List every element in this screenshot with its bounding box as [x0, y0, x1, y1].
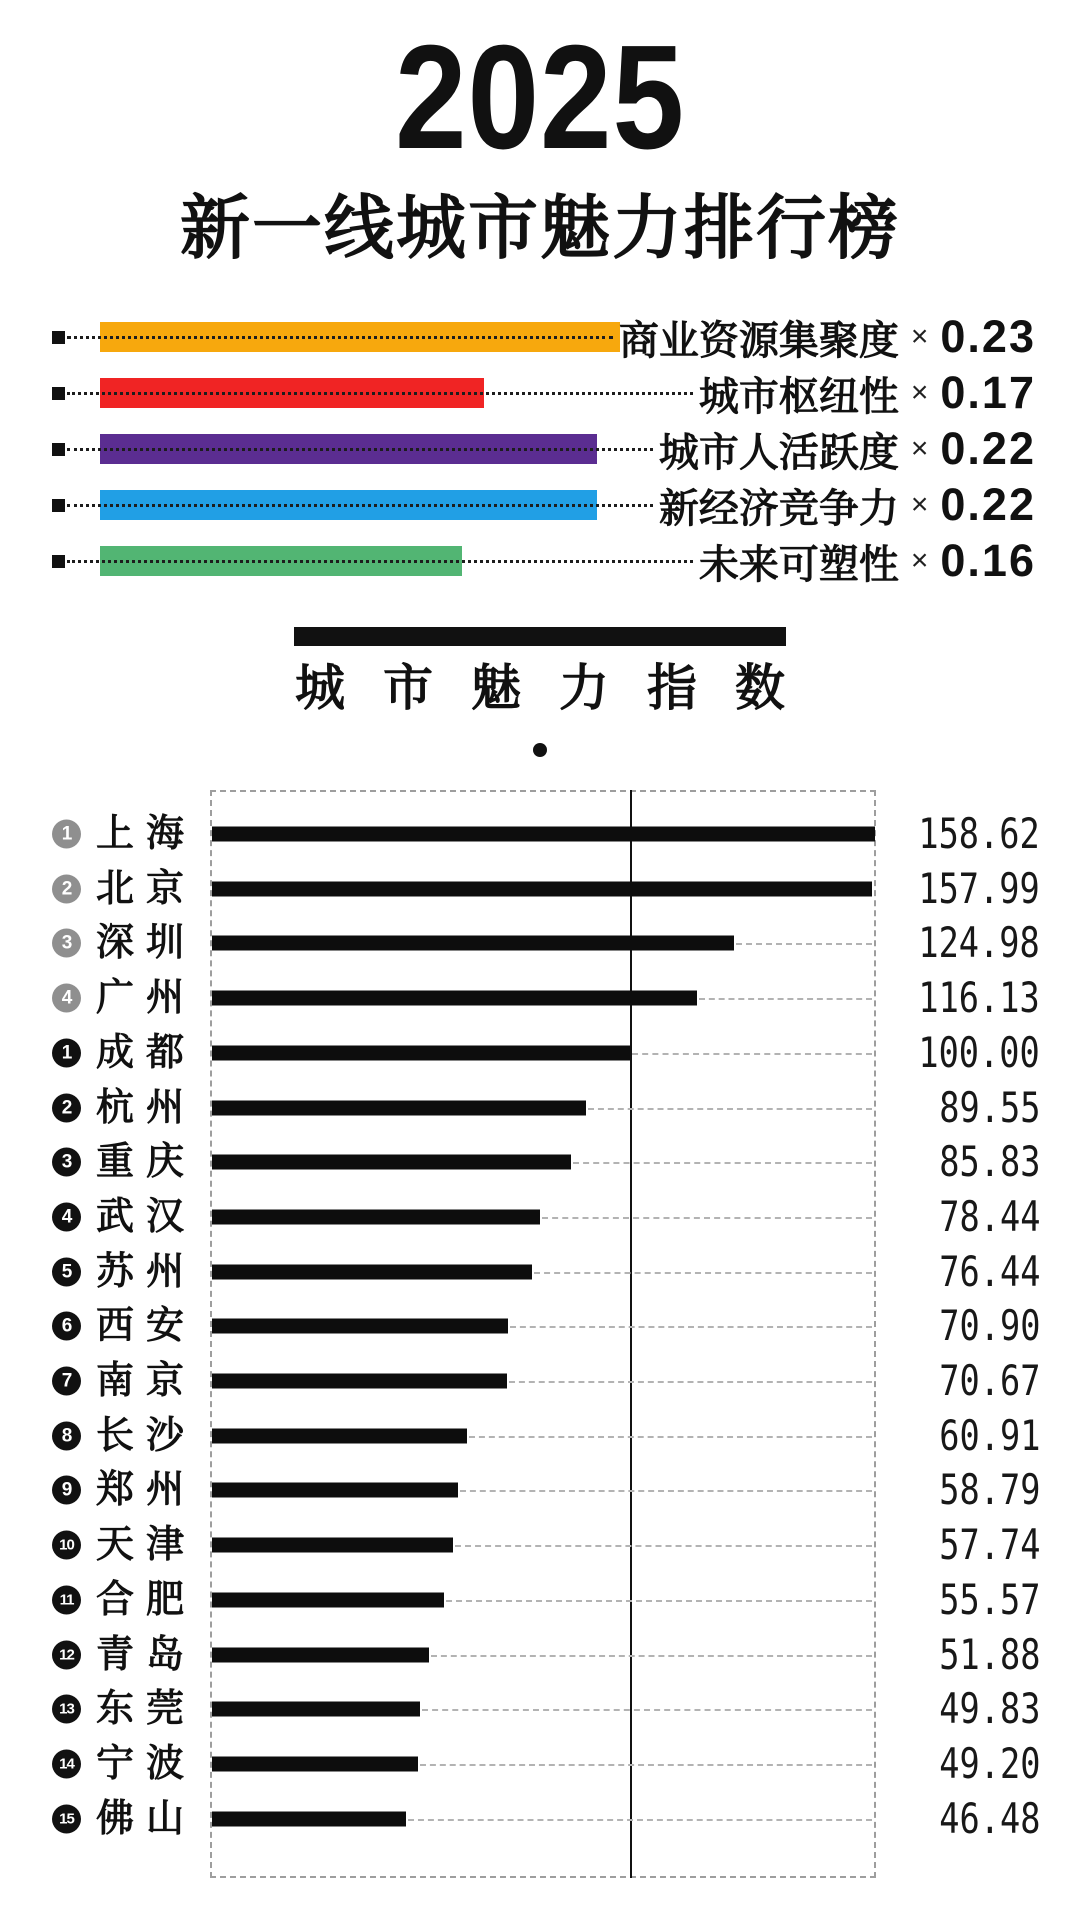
- legend-weight-value: 0.16: [940, 535, 1036, 586]
- value-bar: [212, 1046, 630, 1061]
- city-label: 宁波: [96, 1743, 197, 1785]
- page-subtitle: 新一线城市魅力排行榜: [180, 189, 900, 267]
- leader-line: [509, 1381, 872, 1383]
- legend-label: [699, 533, 1036, 590]
- legend-metric-name: 城市人活跃度: [658, 430, 899, 475]
- value-label: 49.20: [938, 1739, 1040, 1788]
- chart-row: [0, 1245, 1080, 1299]
- value-label: 60.91: [938, 1411, 1040, 1460]
- legend-label: [659, 421, 1036, 478]
- legend-row: [52, 365, 1036, 421]
- city-label: 杭州: [96, 1087, 197, 1129]
- city-label: 南京: [96, 1360, 197, 1402]
- city-label: 重庆: [96, 1141, 197, 1183]
- chart-row: [0, 1737, 1080, 1791]
- city-label: 西安: [96, 1305, 197, 1347]
- chart-row: [0, 1135, 1080, 1189]
- legend-marker-square: [52, 331, 65, 344]
- value-label: 51.88: [938, 1630, 1040, 1679]
- city-label: 合肥: [96, 1579, 197, 1621]
- city-label: 北京: [96, 868, 197, 910]
- chart-row: [0, 1518, 1080, 1572]
- rank-badge: 7: [52, 1367, 81, 1396]
- chart-row: [0, 1628, 1080, 1682]
- leader-line: [736, 943, 872, 945]
- legend-label: [699, 365, 1036, 422]
- value-label: 76.44: [938, 1247, 1040, 1296]
- value-bar: [212, 1319, 508, 1334]
- rank-badge: 3: [52, 929, 81, 958]
- value-label: 157.99: [918, 864, 1040, 913]
- section-divider: [294, 627, 786, 646]
- chart-row: [0, 971, 1080, 1025]
- rank-badge: 5: [52, 1258, 81, 1287]
- value-bar: [212, 1265, 532, 1280]
- leader-line: [534, 1272, 872, 1274]
- city-label: 武汉: [96, 1196, 197, 1238]
- value-bar: [212, 1374, 507, 1389]
- multiply-sign: ×: [910, 544, 929, 577]
- legend-metric-name: 未来可塑性: [698, 542, 899, 587]
- value-bar: [212, 991, 697, 1006]
- rank-badge: 11: [52, 1586, 81, 1615]
- legend-weight-value: 0.22: [940, 423, 1036, 474]
- chart-row: [0, 1299, 1080, 1353]
- city-label: 东莞: [96, 1688, 197, 1730]
- legend-row: [52, 533, 1036, 589]
- city-label: 上海: [96, 813, 197, 855]
- chart-row: [0, 1792, 1080, 1846]
- legend-weight-value: 0.22: [940, 479, 1036, 530]
- leader-line: [420, 1764, 872, 1766]
- value-label: 46.48: [938, 1794, 1040, 1843]
- value-label: 78.44: [938, 1192, 1040, 1241]
- leader-line: [455, 1545, 872, 1547]
- value-bar: [212, 1483, 458, 1498]
- legend-row: [52, 477, 1036, 533]
- leader-line: [573, 1162, 872, 1164]
- value-bar: [212, 882, 872, 897]
- multiply-sign: ×: [910, 320, 929, 353]
- leader-line: [632, 1053, 872, 1055]
- legend-row: [52, 421, 1036, 477]
- legend-leader-line: [67, 336, 613, 339]
- rank-badge: 14: [52, 1750, 81, 1779]
- value-label: 49.83: [938, 1684, 1040, 1733]
- value-label: 55.57: [938, 1575, 1040, 1624]
- chart-row: [0, 1463, 1080, 1517]
- rank-badge: 9: [52, 1476, 81, 1505]
- value-bar: [212, 1648, 429, 1663]
- chart-row: [0, 1081, 1080, 1135]
- weights-legend: [52, 309, 1036, 589]
- multiply-sign: ×: [910, 488, 929, 521]
- city-label: 成都: [96, 1032, 197, 1074]
- legend-marker-square: [52, 499, 65, 512]
- legend-metric-name: 新经济竞争力: [658, 486, 899, 531]
- chart-row: [0, 1354, 1080, 1408]
- chart-row: [0, 862, 1080, 916]
- multiply-sign: ×: [910, 432, 929, 465]
- value-label: 116.13: [918, 973, 1040, 1022]
- value-bar: [212, 936, 734, 951]
- rank-badge: 6: [52, 1312, 81, 1341]
- chart-row: [0, 1682, 1080, 1736]
- value-bar: [212, 1210, 540, 1225]
- legend-marker-square: [52, 555, 65, 568]
- leader-line: [510, 1326, 872, 1328]
- chart-row: [0, 916, 1080, 970]
- rank-badge: 1: [52, 820, 81, 849]
- chart-row: [0, 1409, 1080, 1463]
- rank-badge: 3: [52, 1148, 81, 1177]
- multiply-sign: ×: [910, 376, 929, 409]
- legend-row: [52, 309, 1036, 365]
- legend-leader-line: [67, 448, 653, 451]
- value-bar: [212, 1757, 418, 1772]
- legend-leader-line: [67, 504, 653, 507]
- value-label: 89.55: [938, 1083, 1040, 1132]
- value-bar: [212, 827, 875, 842]
- value-bar: [212, 1538, 453, 1553]
- legend-label: [619, 309, 1036, 366]
- chart-row: [0, 1573, 1080, 1627]
- legend-marker-square: [52, 443, 65, 456]
- rank-badge: 4: [52, 1203, 81, 1232]
- legend-leader-line: [67, 560, 693, 563]
- leader-line: [431, 1655, 872, 1657]
- section-dot-ornament: [533, 743, 547, 757]
- value-label: 124.98: [918, 918, 1040, 967]
- page-title: 2025: [395, 15, 685, 180]
- city-label: 长沙: [96, 1415, 197, 1457]
- leader-line: [460, 1490, 872, 1492]
- value-label: 70.90: [938, 1301, 1040, 1350]
- leader-line: [408, 1819, 872, 1821]
- chart-row: [0, 807, 1080, 861]
- legend-leader-line: [67, 392, 693, 395]
- leader-line: [542, 1217, 872, 1219]
- chart-row: [0, 1190, 1080, 1244]
- chart-row: [0, 1026, 1080, 1080]
- city-label: 苏州: [96, 1251, 197, 1293]
- rank-badge: 8: [52, 1422, 81, 1451]
- rank-badge: 12: [52, 1641, 81, 1670]
- value-label: 57.74: [938, 1520, 1040, 1569]
- rank-badge: 1: [52, 1039, 81, 1068]
- leader-line: [446, 1600, 872, 1602]
- value-label: 158.62: [918, 809, 1040, 858]
- leader-line: [699, 998, 872, 1000]
- legend-marker-square: [52, 387, 65, 400]
- value-label: 85.83: [938, 1137, 1040, 1186]
- city-label: 郑州: [96, 1469, 197, 1511]
- city-label: 佛山: [96, 1798, 197, 1840]
- value-bar: [212, 1593, 444, 1608]
- city-label: 天津: [96, 1524, 197, 1566]
- rank-badge: 2: [52, 875, 81, 904]
- legend-metric-name: 城市枢纽性: [698, 374, 899, 419]
- value-bar: [212, 1702, 420, 1717]
- value-bar: [212, 1155, 571, 1170]
- rank-badge: 15: [52, 1805, 81, 1834]
- value-label: 58.79: [938, 1465, 1040, 1514]
- rank-badge: 2: [52, 1094, 81, 1123]
- rank-badge: 13: [52, 1695, 81, 1724]
- legend-label: [659, 477, 1036, 534]
- value-bar: [212, 1101, 586, 1116]
- legend-weight-value: 0.23: [940, 311, 1036, 362]
- value-bar: [212, 1429, 467, 1444]
- city-label: 深圳: [96, 922, 197, 964]
- legend-metric-name: 商业资源集聚度: [618, 318, 899, 363]
- leader-line: [588, 1108, 872, 1110]
- rank-badge: 4: [52, 984, 81, 1013]
- city-label: 青岛: [96, 1634, 197, 1676]
- leader-line: [422, 1709, 872, 1711]
- city-label: 广州: [96, 977, 197, 1019]
- value-bar: [212, 1812, 406, 1827]
- value-label: 70.67: [938, 1356, 1040, 1405]
- rank-badge: 10: [52, 1531, 81, 1560]
- legend-weight-value: 0.17: [940, 367, 1036, 418]
- value-label: 100.00: [918, 1028, 1040, 1077]
- leader-line: [469, 1436, 872, 1438]
- section-heading: 城市魅力指数: [295, 660, 823, 716]
